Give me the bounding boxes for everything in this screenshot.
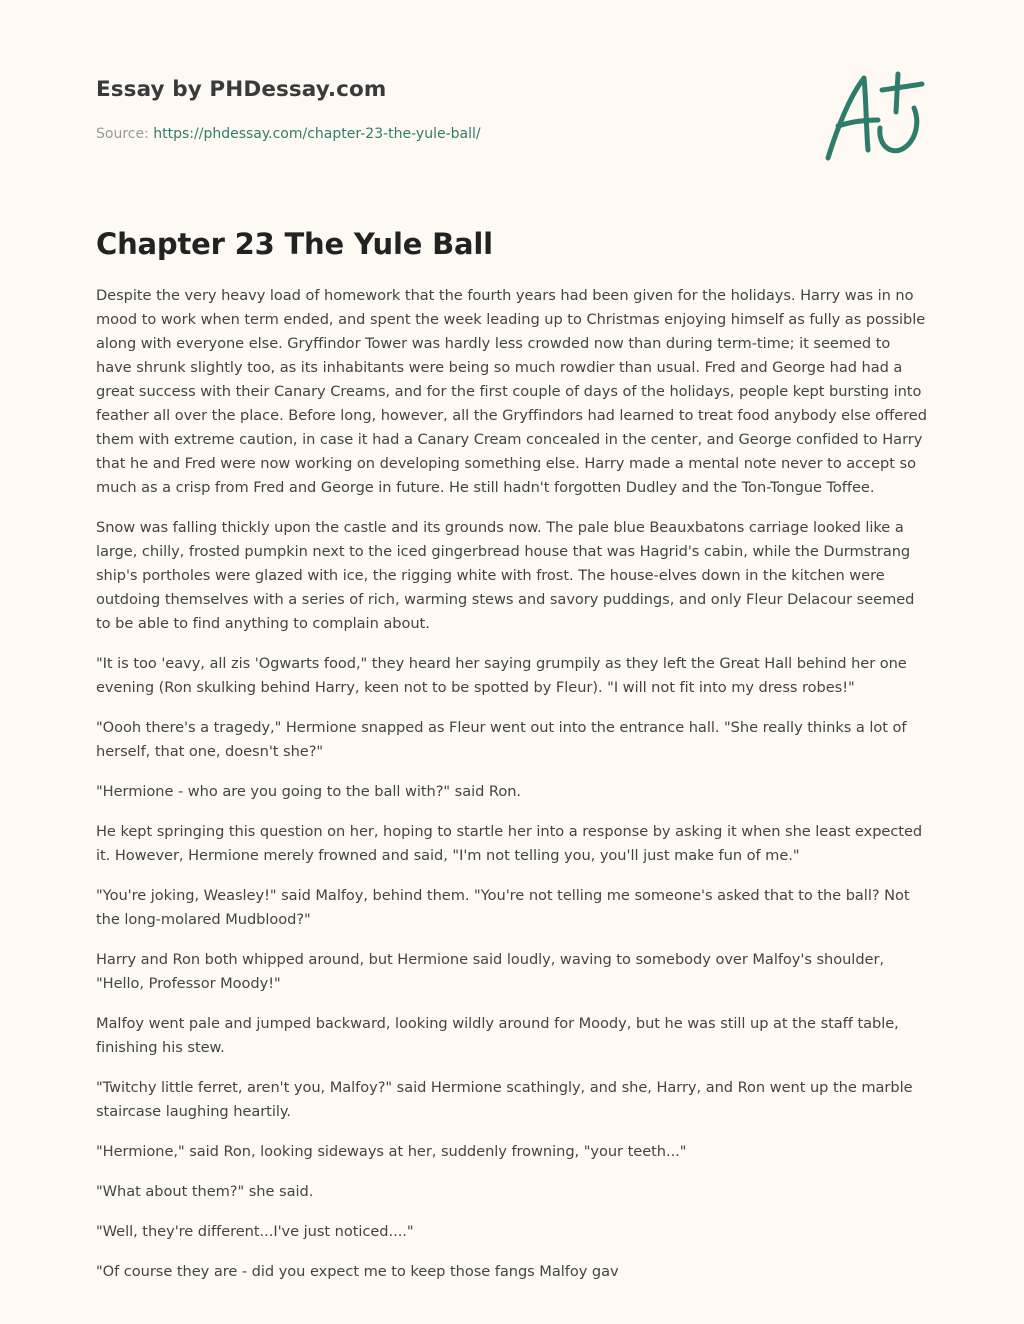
source-link[interactable]: https://phdessay.com/chapter-23-the-yule-ball/ <box>153 126 481 142</box>
paragraph: "It is too 'eavy, all zis 'Ogwarts food," they heard her saying grumpily as they left the Great Hall behind her one evening (Ron skulking behind Harry, keen not to be spotted by Fleur). "I will not fit into my dress robes!" <box>96 655 907 696</box>
paragraph: "Oooh there's a tragedy," Hermione snapped as Fleur went out into the entrance hall. "She really thinks a lot of herself, that one, doesn't she?" <box>96 719 907 760</box>
paragraph: Malfoy went pale and jumped backward, looking wildly around for Moody, but he was still up at the staff table, finishing his stew. <box>96 1015 899 1056</box>
paragraph: "You're joking, Weasley!" said Malfoy, behind them. "You're not telling me someone's asked that to the ball? Not the long-molared Mudblood?" <box>96 887 910 928</box>
paragraph: "Well, they're different...I've just noticed...." <box>96 1223 414 1240</box>
paragraph: Despite the very heavy load of homework that the fourth years had been given for the holidays. Harry was in no mood to work when term ended, and spent the week leading up to Christmas enjoying himself as fully as possible along with everyone else. Gryffindor Tower was hardly less crowded now than during term-time; it seemed to have shrunk slightly too, as its inhabitants were being so much rowdier than usual. Fred and George had had a great success with their Canary Creams, and for the first couple of days of the holidays, people kept bursting into feather all over the place. Before long, however, all the Gryffindors had learned to treat food anybody else offered them with extreme caution, in case it had a Canary Cream concealed in the center, and George confided to Harry that he and Fred were now working on developing something else. Harry made a mental note never to accept so much as a crisp from Fred and George in future. He still hadn't forgotten Dudley and the Ton-Tongue Toffee. <box>96 287 927 496</box>
a-plus-logo-icon <box>820 66 930 166</box>
paragraph: "Of course they are - did you expect me to keep those fangs Malfoy gav <box>96 1263 619 1280</box>
source-label: Source: <box>96 126 154 142</box>
paragraph: Snow was falling thickly upon the castle and its grounds now. The pale blue Beauxbatons carriage looked like a large, chilly, frosted pumpkin next to the iced gingerbread house that was Hagrid's cabin, while the Durmstrang ship's portholes were glazed with ice, the rigging white with frost. The house-elves down in the kitchen were outdoing themselves with a series of rich, warming stews and savory puddings, and only Fleur Delacour seemed to be able to find anything to complain about. <box>96 519 915 632</box>
page-header <box>96 76 736 144</box>
paragraph: "Twitchy little ferret, aren't you, Malfoy?" said Hermione scathingly, and she, Harry, and Ron went up the marble staircase laughing heartily. <box>96 1079 913 1120</box>
paragraph: "Hermione," said Ron, looking sideways at her, suddenly frowning, "your teeth..." <box>96 1143 687 1160</box>
source-line <box>96 124 736 144</box>
paragraph: "What about them?" she said. <box>96 1183 314 1200</box>
article-title: Chapter 23 The Yule Ball <box>96 227 493 261</box>
paragraph: Harry and Ron both whipped around, but Hermione said loudly, waving to somebody over Malfoy's shoulder, "Hello, Professor Moody!" <box>96 951 884 992</box>
site-brand: Essay by PHDessay.com <box>96 77 387 102</box>
paragraph: "Hermione - who are you going to the ball with?" said Ron. <box>96 783 522 800</box>
article-body <box>96 284 930 1284</box>
paragraph: He kept springing this question on her, hoping to startle her into a response by asking it when she least expected it. However, Hermione merely frowned and said, "I'm not telling you, you'll just make fun of me." <box>96 823 923 864</box>
